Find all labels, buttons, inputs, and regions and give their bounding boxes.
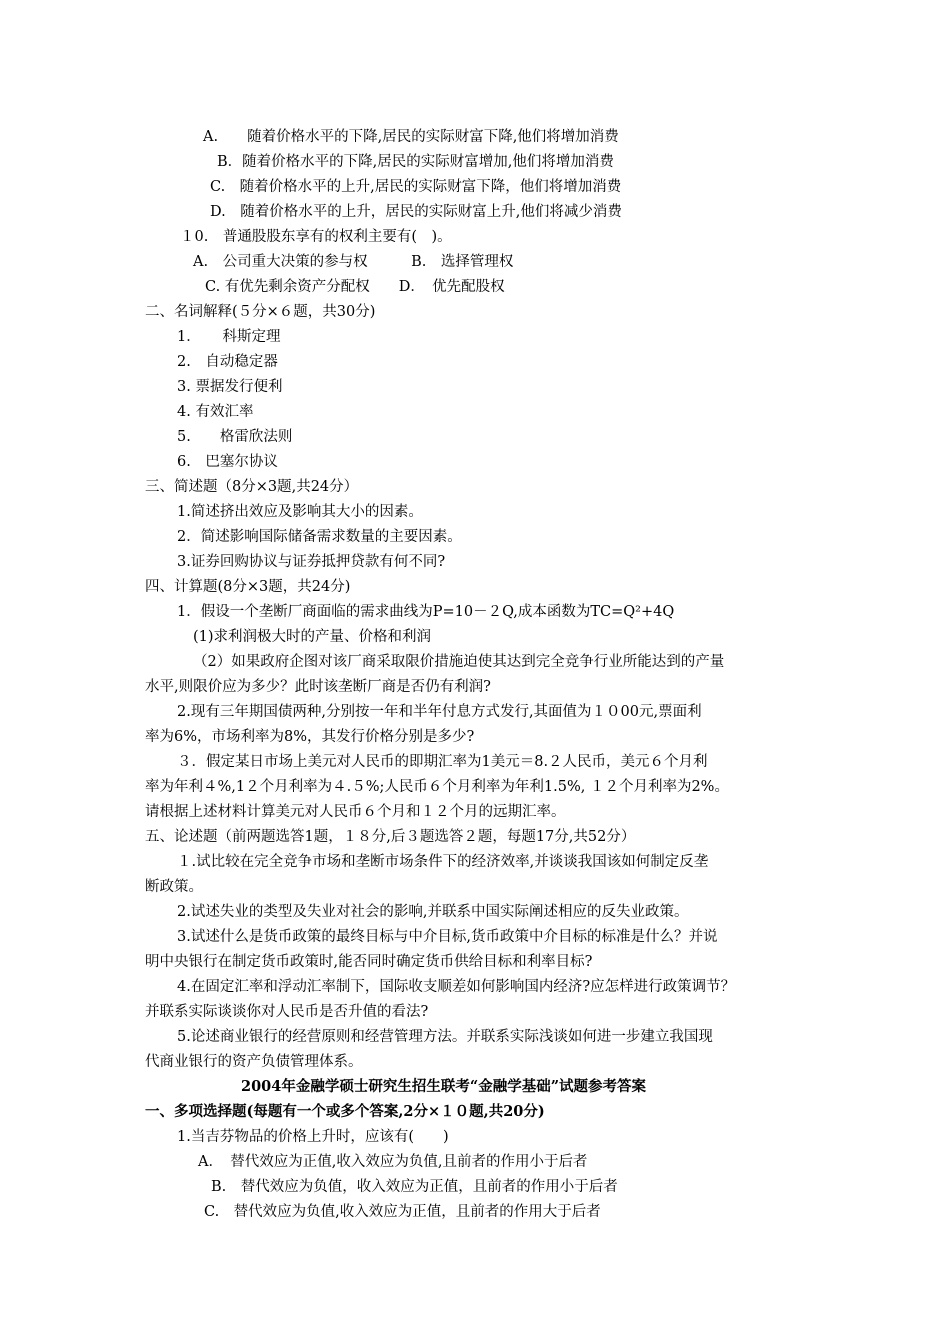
paragraph-continuation: 率为6%，市场利率为8%，其发行价格分别是多少?: [145, 729, 475, 745]
term-item: 4. 有效汇率: [177, 404, 254, 420]
term-item: 6. 巴塞尔协议: [177, 454, 278, 470]
answer-key-title: 2004年金融学硕士研究生招生联考“金融学基础”试题参考答案: [241, 1078, 647, 1095]
essay-question-4: 4.在固定汇率和浮动汇率制下，国际收支顺差如何影响国内经济?应怎样进行政策调节？: [177, 979, 736, 995]
calc-question-1: 1．假设一个垄断厂商面临的需求曲线为P=10－２Q,成本函数为TC=Q²+4Q: [177, 604, 675, 620]
essay-question-2: 2.试述失业的类型及失业对社会的影响,并联系中国实际阐述相应的反失业政策。: [177, 904, 689, 920]
option-d-line: D. 随着价格水平的上升，居民的实际财富上升,他们将减少消费: [210, 204, 622, 220]
short-question: 3.证券回购协议与证券抵押贷款有何不同?: [177, 554, 446, 570]
term-item: 2. 自动稳定器: [177, 354, 278, 370]
essay-question-3: 3.试述什么是货币政策的最终目标与中介目标,货币政策中介目标的标准是什么？并说: [177, 929, 718, 945]
section-heading-5: 五、论述题（前两题选答1题，１８分,后３题选答２题，每题17分,共52分）: [145, 829, 636, 845]
answer-option-a: A． 替代效应为正值,收入效应为负值,且前者的作用小于后者: [198, 1154, 588, 1170]
term-item: 1． 科斯定理: [177, 329, 281, 345]
answer-question-1: 1.当吉芬物品的价格上升时，应该有( ): [177, 1129, 449, 1145]
term-item: 3. 票据发行便利: [177, 379, 283, 395]
answer-section-heading-1: 一、多项选择题(每题有一个或多个答案,2分×１０题,共20分): [145, 1103, 545, 1120]
paragraph-continuation: 断政策。: [145, 879, 203, 895]
paragraph-continuation: 代商业银行的资产负债管理体系。: [145, 1054, 363, 1070]
short-question: 1.简述挤出效应及影响其大小的因素。: [177, 504, 423, 520]
section-heading-4: 四、计算题(8分×3题，共24分): [145, 579, 351, 595]
paragraph-continuation: 明中央银行在制定货币政策时,能否同时确定货币供给目标和利率目标?: [145, 954, 593, 970]
answer-option-c: C. 替代效应为负值,收入效应为正值，且前者的作用大于后者: [204, 1204, 601, 1220]
option-a-line: A. 随着价格水平的下降,居民的实际财富下降,他们将增加消费: [203, 129, 619, 145]
calc-question-3: ３．假定某日市场上美元对人民币的即期汇率为1美元＝8.２人民币，美元６个月利: [177, 754, 708, 770]
paragraph-continuation: 水平,则限价应为多少？此时该垄断厂商是否仍有利润?: [145, 679, 491, 695]
option-c-line: C. 随着价格水平的上升,居民的实际财富下降，他们将增加消费: [210, 179, 622, 195]
option-b-line: B．随着价格水平的下降,居民的实际财富增加,他们将增加消费: [217, 154, 614, 170]
q10-options-ab: A. 公司重大决策的参与权 B. 选择管理权: [193, 254, 514, 270]
calc-question-2: 2.现有三年期国债两种,分别按一年和半年付息方式发行,其面值为１０00元,票面利: [177, 704, 702, 720]
section-heading-2: 二、名词解释(５分×６题，共30分): [145, 304, 376, 320]
question-10: １0. 普通股股东享有的权利主要有( )。: [180, 229, 452, 245]
essay-question-5: 5.论述商业银行的经营原则和经营管理方法。并联系实际浅谈如何进一步建立我国现: [177, 1029, 713, 1045]
calc-question-1-part-2: （2）如果政府企图对该厂商采取限价措施迫使其达到完全竞争行业所能达到的产量: [193, 654, 725, 670]
section-heading-3: 三、简述题（8分×3题,共24分）: [145, 479, 359, 495]
answer-option-b: B. 替代效应为负值，收入效应为正值，且前者的作用小于后者: [211, 1179, 618, 1195]
term-item: 5. 格雷欣法则: [177, 429, 293, 445]
q10-options-cd: C. 有优先剩余资产分配权 D． 优先配股权: [205, 279, 505, 295]
paragraph-continuation: 并联系实际谈谈你对人民币是否升值的看法?: [145, 1004, 429, 1020]
short-question: 2．简述影响国际储备需求数量的主要因素。: [177, 529, 462, 545]
essay-question-1: １.试比较在完全竞争市场和垄断市场条件下的经济效率,并谈谈我国该如何制定反垄: [177, 854, 709, 870]
paragraph-continuation: 率为年利４%,1２个月利率为４.５%;人民币６个月利率为年利1.5%, １２个月利率为2%。: [145, 779, 729, 795]
calc-question-1-part-1: (1)求利润极大时的产量、价格和利润: [193, 629, 432, 645]
paragraph-continuation: 请根据上述材料计算美元对人民币６个月和１２个月的远期汇率。: [145, 804, 566, 820]
